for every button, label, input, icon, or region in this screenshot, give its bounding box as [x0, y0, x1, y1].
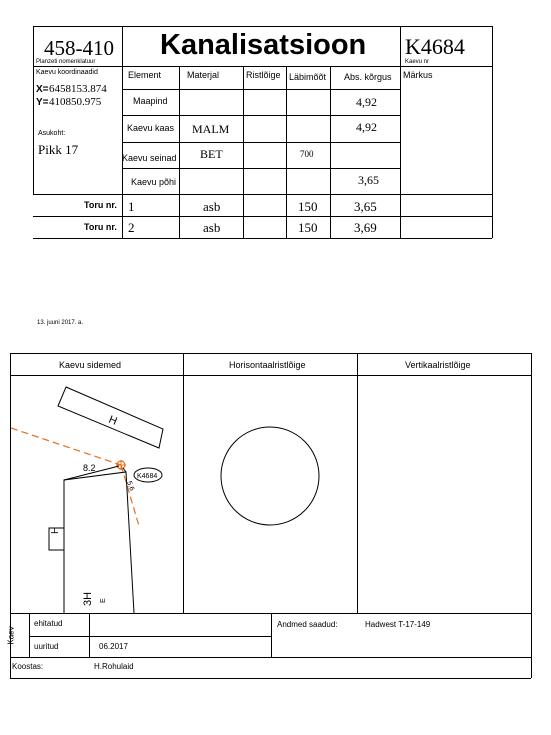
header-horizontal-section: Horisontaalristlõige [229, 360, 306, 370]
page-title: Kanalisatsioon [160, 29, 367, 61]
col-element: Element [128, 70, 162, 80]
building-label: 3H [82, 591, 94, 606]
well-id: K4684 [405, 34, 465, 59]
y-label: Y= [36, 97, 49, 108]
coords-label: Kaevu koordinaadid [36, 69, 98, 76]
row-abs-height: 4,92 [356, 120, 377, 134]
horizontal-section-drawing [184, 376, 357, 613]
side-label: Kaev [6, 626, 16, 645]
pipe-diameter: 150 [298, 199, 318, 214]
well-label: K4684 [137, 473, 158, 480]
pipe-number: 2 [128, 220, 135, 235]
pipe-abs-height: 3,69 [354, 220, 377, 235]
author-value: H.Rohulaid [94, 662, 134, 671]
pipe-diameter: 150 [298, 220, 318, 235]
x-value: 6458153.874 [49, 83, 107, 95]
nomenclature: 458-410 [44, 36, 114, 60]
col-note: Märkus [403, 70, 433, 80]
building-label: H [50, 526, 61, 534]
row-abs-height: 4,92 [356, 95, 377, 109]
pipe-material: asb [203, 220, 221, 235]
row-element: Kaevu kaas [127, 123, 175, 133]
surveyed-label: uuritud [34, 642, 59, 651]
header-connections: Kaevu sidemed [59, 360, 122, 370]
well-id-label: Kaevu nr [405, 59, 430, 65]
pipe-label: Toru nr. [84, 222, 117, 232]
row-abs-height: 3,65 [358, 173, 379, 187]
col-abs-height: Abs. kõrgus [344, 72, 392, 82]
pipe-number: 1 [128, 199, 135, 214]
source-label: Andmed saadud: [277, 620, 338, 629]
well-cross-section [221, 427, 319, 525]
surveyed-value: 06.2017 [99, 642, 128, 651]
pipe-line [11, 428, 121, 465]
pipe-label: Toru nr. [84, 200, 117, 210]
location-value: Pikk 17 [38, 142, 79, 157]
pipe-abs-height: 3,65 [354, 199, 377, 214]
building-label: H [106, 413, 119, 428]
row-element: Maapind [133, 96, 168, 106]
nomenclature-label: Planzeti nomenklatuur [36, 59, 96, 65]
header-vertical-section: Vertikaalristlõige [405, 360, 471, 370]
row-element: Kaevu seinad [122, 153, 177, 163]
row-material: BET [200, 147, 223, 161]
source-value: Hadwest T-17-149 [365, 620, 431, 629]
col-material: Materjal [187, 70, 220, 80]
row-diameter: 700 [300, 149, 314, 159]
row-element: Kaevu põhi [131, 177, 177, 187]
col-diameter: Läbimõõt [289, 72, 327, 82]
distance-label: 8.2 [83, 463, 96, 473]
y-value: 410850.975 [49, 96, 102, 108]
col-cross-section: Ristlõige [246, 70, 281, 80]
distance-label: 5.6 [125, 480, 136, 492]
location-sketch [11, 376, 183, 613]
location-label: Asukoht: [38, 130, 66, 137]
x-label: X= [36, 84, 49, 95]
row-material: MALM [192, 122, 230, 136]
building-outline [64, 472, 134, 613]
pipe-material: asb [203, 199, 221, 214]
built-label: ehitatud [34, 619, 63, 628]
author-label: Koostas: [12, 662, 44, 671]
date-note: 13. juuni 2017. a. [37, 320, 84, 326]
building-sublabel: E [100, 598, 107, 603]
